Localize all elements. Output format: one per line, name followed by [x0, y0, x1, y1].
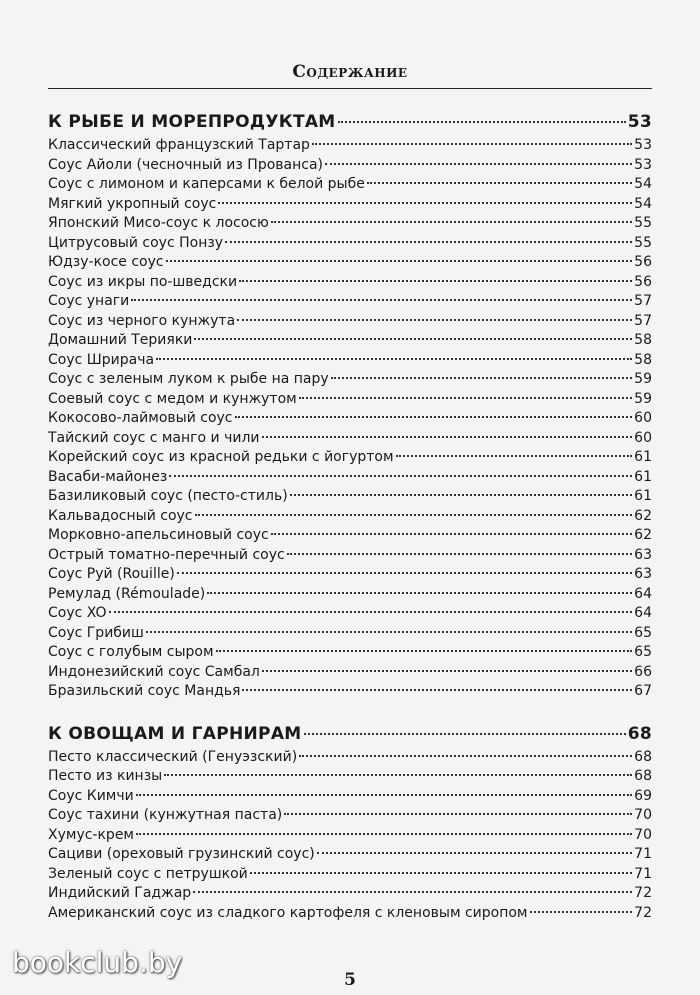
toc-entry — [48, 409, 652, 429]
toc-entry-page: 68 — [634, 768, 652, 784]
toc-entry-page: 65 — [634, 624, 652, 641]
toc-entry-page: 71 — [634, 846, 652, 862]
toc-entry-page: 62 — [634, 507, 652, 524]
dot-leader — [287, 553, 632, 555]
toc-entry — [48, 136, 652, 156]
dot-leader — [242, 689, 632, 691]
dot-leader — [262, 670, 632, 672]
dot-leader — [290, 494, 633, 496]
dot-leader — [530, 911, 633, 913]
dot-leader — [331, 377, 633, 379]
toc-entry — [48, 526, 652, 546]
toc-entry — [48, 787, 652, 807]
toc-entry-page: 55 — [634, 234, 652, 251]
toc-entry — [48, 845, 652, 865]
dot-leader — [284, 813, 632, 815]
toc-entry-title: Соевый соус с медом и кунжутом — [48, 390, 297, 407]
toc-entry — [48, 468, 652, 488]
dot-leader — [177, 572, 632, 574]
toc-entry-title: Соус тахини (кунжутная паста) — [48, 807, 283, 823]
toc-entry — [48, 826, 652, 846]
toc-entry-page: 62 — [634, 527, 652, 543]
page-title: Содержание — [48, 62, 652, 89]
toc-entry-page: 59 — [634, 390, 652, 407]
toc-entry-title: Соус Шрирача — [48, 351, 155, 368]
toc-entry-page: 61 — [634, 488, 652, 504]
toc-entry-page: 72 — [634, 904, 652, 921]
watermark: bookclub.by — [12, 946, 183, 979]
dot-leader — [262, 436, 633, 438]
toc-entry-page: 63 — [634, 566, 652, 582]
dot-leader — [225, 241, 632, 243]
toc-entry-title: Цитрусовый соус Понзу — [48, 234, 224, 251]
toc-entry — [48, 624, 652, 644]
toc-entry-title: Песто классический (Генуэзский) — [48, 748, 298, 765]
toc-entry — [48, 195, 652, 215]
toc-entry-page: 56 — [634, 254, 652, 270]
toc-entry — [48, 214, 652, 234]
toc-entry-title: Тайский соус с манго и чили — [48, 429, 260, 446]
toc-entry-title: Хумус-крем — [48, 826, 134, 843]
toc-entry — [48, 234, 652, 254]
toc-entry-title: Острый томатно-перечный соус — [48, 546, 285, 563]
toc-entry-page: 67 — [634, 683, 652, 699]
toc-entry — [48, 175, 652, 195]
toc-entry-title: Домашний Терияки — [48, 332, 193, 348]
section-heading — [48, 109, 652, 136]
toc-entry-page: 54 — [634, 195, 652, 212]
toc-entry-page: 66 — [634, 663, 652, 680]
toc-entry-title: Классический французский Тартар — [48, 137, 310, 153]
dot-leader — [193, 891, 632, 893]
toc-entry-title: Кальвадосный соус — [48, 507, 193, 524]
toc-entry — [48, 806, 652, 826]
toc-entry-title: Соус Айоли (чесночный из Прованса) — [48, 156, 323, 173]
toc-entry-title: Индонезийский соус Самбал — [48, 663, 260, 680]
toc-entry-page: 53 — [634, 137, 652, 153]
toc-entry — [48, 331, 652, 351]
toc-entry-title: Соус Грибиш — [48, 624, 144, 641]
dot-leader — [218, 202, 632, 204]
toc-entry-title: Соус XO — [48, 605, 107, 621]
toc-entry-page: 61 — [634, 468, 652, 485]
dot-leader — [396, 455, 633, 457]
toc-entry — [48, 865, 652, 885]
toc-entry — [48, 663, 652, 683]
toc-entry-page: 58 — [634, 332, 652, 348]
dot-leader — [166, 260, 633, 262]
toc-entry-title: Соус из икры по-шведски — [48, 273, 238, 290]
toc-entry-title: Мягкий укропный соус — [48, 195, 217, 212]
dot-leader — [239, 280, 632, 282]
toc-entry-title: Соус унаги — [48, 293, 130, 309]
toc-entry — [48, 448, 652, 468]
toc-entry-title: Соус Руй (Rouille) — [48, 566, 175, 582]
toc-entry-title: Соус из черного кунжута — [48, 312, 236, 329]
toc-entry-page: 71 — [634, 865, 652, 882]
page-number: 5 — [344, 970, 356, 990]
toc-entry-title: Васаби-майонез — [48, 468, 168, 485]
dot-leader — [195, 514, 633, 516]
toc-entry-page: 61 — [634, 449, 652, 465]
toc-entry — [48, 546, 652, 566]
toc-entry — [48, 682, 652, 702]
toc-entry-page: 58 — [634, 351, 652, 368]
dot-leader — [146, 631, 632, 633]
dot-leader — [131, 299, 632, 301]
toc-entry-page: 72 — [634, 885, 652, 901]
toc-entry-title: Соус Кимчи — [48, 787, 134, 804]
toc-entry-title: Юдзу-косе соус — [48, 254, 164, 270]
dot-leader — [156, 358, 632, 360]
toc-entry — [48, 312, 652, 332]
toc-entry-page: 63 — [634, 546, 652, 563]
section-heading — [48, 721, 652, 748]
toc-entry — [48, 904, 652, 924]
dot-leader — [299, 397, 632, 399]
toc-entry-page: 60 — [634, 410, 652, 426]
toc-entry-page: 65 — [634, 644, 652, 660]
section-heading-page: 53 — [627, 112, 652, 132]
dot-leader — [317, 852, 632, 854]
toc-entry-page: 60 — [634, 429, 652, 446]
toc-entry-title: Корейский соус из красной редьки с йогуртом — [48, 449, 394, 465]
dot-leader — [169, 475, 632, 477]
dot-leader — [109, 611, 633, 613]
toc-entry — [48, 351, 652, 371]
toc-entry-page: 53 — [634, 156, 652, 173]
toc-entry-title: Базиликовый соус (песто-стиль) — [48, 488, 288, 504]
toc-entry-page: 57 — [634, 312, 652, 329]
toc-entry-page: 56 — [634, 273, 652, 290]
toc-entry — [48, 767, 652, 787]
dot-leader — [136, 794, 632, 796]
toc-entry-title: Сациви (ореховый грузинский соус) — [48, 846, 315, 862]
toc-entry — [48, 487, 652, 507]
toc-entry-title: Бразильский соус Мандья — [48, 683, 241, 699]
toc-section — [48, 109, 652, 702]
dot-leader — [325, 163, 632, 165]
toc-entry — [48, 884, 652, 904]
dot-leader — [207, 592, 632, 594]
toc-entry — [48, 585, 652, 605]
toc-entry-page: 64 — [634, 585, 652, 602]
dot-leader — [250, 872, 632, 874]
toc-entry-page: 57 — [634, 293, 652, 309]
dot-leader — [194, 338, 632, 340]
dot-leader — [271, 533, 632, 535]
dot-leader — [237, 319, 632, 321]
toc-entry — [48, 748, 652, 768]
toc-entry-page: 59 — [634, 371, 652, 387]
toc-entry-title: Кокосово-лаймовый соус — [48, 410, 233, 426]
toc-entry-title: Соус с лимоном и каперсами к белой рыбе — [48, 176, 365, 192]
section-heading-title: К ОВОЩАМ И ГАРНИРАМ — [48, 723, 302, 744]
dot-leader — [299, 755, 632, 757]
dot-leader — [216, 650, 633, 652]
dot-leader — [271, 221, 632, 223]
dot-leader — [304, 733, 626, 735]
toc-entry — [48, 253, 652, 273]
toc-entry-page: 55 — [634, 215, 652, 231]
toc-entry-title: Американский соус из сладкого картофеля с кленовым сиропом — [48, 904, 528, 921]
toc-entry — [48, 507, 652, 527]
toc-entry-page: 68 — [634, 748, 652, 765]
dot-leader — [312, 143, 632, 145]
toc-entry — [48, 429, 652, 449]
dot-leader — [164, 774, 632, 776]
toc-entry — [48, 390, 652, 410]
toc-entry — [48, 156, 652, 176]
toc-entry-page: 64 — [634, 605, 652, 621]
toc-entry-page: 69 — [634, 787, 652, 804]
table-of-contents — [48, 109, 652, 942]
toc-entry-title: Индийский Гаджар — [48, 885, 192, 901]
toc-entry-page: 70 — [634, 826, 652, 843]
toc-entry-page: 70 — [634, 807, 652, 823]
section-heading-page: 68 — [627, 723, 652, 744]
toc-entry-title: Соус с зеленым луком к рыбе на пару — [48, 371, 329, 387]
toc-entry-title: Соус с голубым сыром — [48, 644, 214, 660]
toc-section — [48, 721, 652, 924]
toc-entry — [48, 565, 652, 585]
toc-entry — [48, 292, 652, 312]
toc-entry — [48, 604, 652, 624]
toc-entry-title: Песто из кинзы — [48, 768, 163, 784]
toc-entry — [48, 370, 652, 390]
dot-leader — [136, 833, 632, 835]
toc-entry — [48, 643, 652, 663]
section-heading-title: К РЫБЕ И МОРЕПРОДУКТАМ — [48, 112, 336, 132]
toc-entry-title: Японский Мисо-соус к лососю — [48, 215, 269, 231]
toc-entry-page: 54 — [634, 176, 652, 192]
toc-entry-title: Ремулад (Rémoulade) — [48, 585, 206, 602]
toc-entry — [48, 273, 652, 293]
toc-entry-title: Зеленый соус с петрушкой — [48, 865, 248, 882]
dot-leader — [338, 121, 626, 123]
dot-leader — [235, 416, 633, 418]
dot-leader — [367, 182, 632, 184]
toc-entry-title: Морковно-апельсиновый соус — [48, 527, 269, 543]
